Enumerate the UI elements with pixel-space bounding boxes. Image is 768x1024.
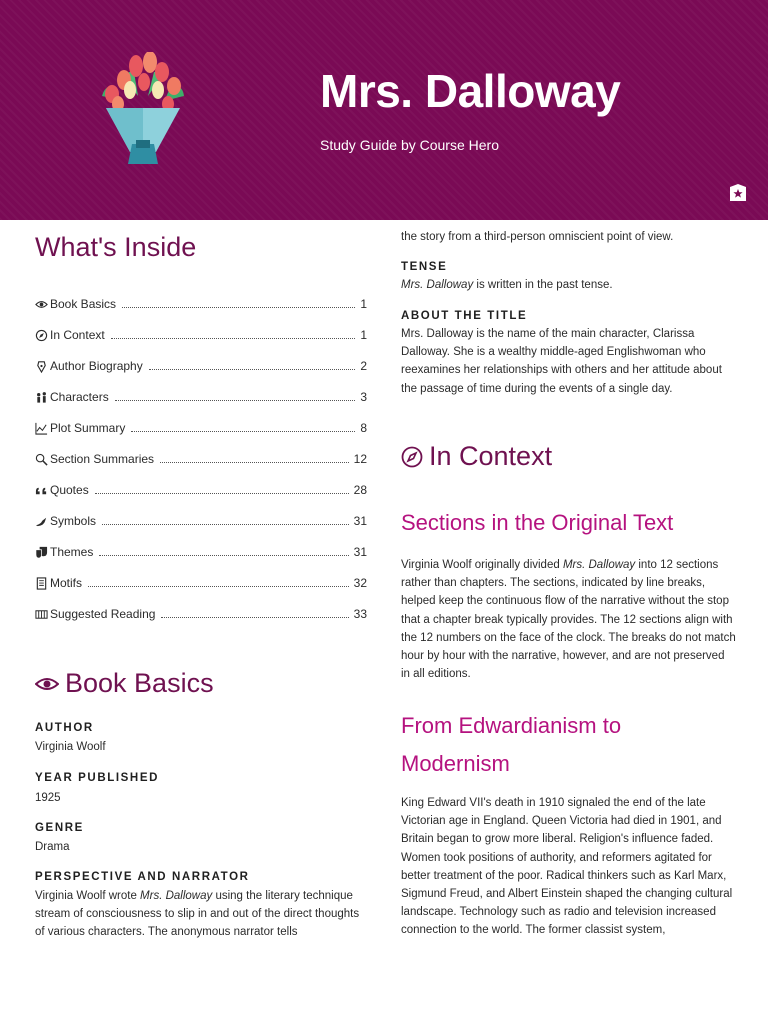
toc-label: Symbols bbox=[50, 514, 97, 528]
toc-label: Book Basics bbox=[50, 297, 117, 311]
toc-label: Author Biography bbox=[50, 359, 143, 373]
perspective-continued-text: the story from a third-person omniscient point of view. bbox=[401, 231, 674, 243]
book-title-italic: Mrs. Dalloway bbox=[140, 890, 213, 902]
toc-leader bbox=[115, 400, 356, 401]
toc-item-plot-summary[interactable] bbox=[35, 419, 367, 435]
eye-icon bbox=[35, 298, 48, 311]
book-shelf-icon bbox=[35, 608, 48, 621]
compass-icon bbox=[401, 446, 423, 468]
toc-leader bbox=[111, 338, 356, 339]
toc-label: Plot Summary bbox=[50, 421, 126, 435]
toc-page: 31 bbox=[353, 545, 367, 559]
toc-item-author-biography[interactable] bbox=[35, 357, 367, 373]
year-published-label: YEAR PUBLISHED bbox=[35, 772, 159, 784]
toc-item-symbols[interactable] bbox=[35, 512, 367, 528]
toc-page: 12 bbox=[353, 452, 367, 466]
book-title-italic: Mrs. Dalloway bbox=[401, 279, 474, 291]
toc-page: 8 bbox=[360, 421, 367, 435]
about-title-text: Mrs. Dalloway is the name of the main character, Clarissa Dalloway. She is a wealthy middle-aged Englishwoman who reexamines her relationships with others and her attitude about the passage of time during the events of a single day. bbox=[401, 328, 722, 395]
tense-text: Mrs. Dalloway is written in the past tense. bbox=[401, 279, 613, 291]
author-value: Virginia Woolf bbox=[35, 741, 106, 753]
document-icon bbox=[35, 577, 48, 590]
people-icon bbox=[35, 391, 48, 404]
toc-leader bbox=[161, 617, 348, 618]
toc-item-themes[interactable] bbox=[35, 543, 367, 559]
in-context-heading bbox=[401, 441, 552, 472]
toc-page: 28 bbox=[353, 483, 367, 497]
tulip-bouquet-icon bbox=[98, 52, 188, 168]
tense-label: TENSE bbox=[401, 261, 448, 273]
header-banner bbox=[0, 0, 768, 220]
genre-label: GENRE bbox=[35, 822, 84, 834]
about-title-label: ABOUT THE TITLE bbox=[401, 310, 528, 322]
line-graph-icon bbox=[35, 422, 48, 435]
toc-page: 32 bbox=[353, 576, 367, 590]
toc-label: Suggested Reading bbox=[50, 607, 156, 621]
author-label: AUTHOR bbox=[35, 722, 94, 734]
toc-page: 1 bbox=[360, 297, 367, 311]
book-basics-heading-text: Book Basics bbox=[65, 668, 214, 698]
toc-item-suggested-reading[interactable] bbox=[35, 605, 367, 621]
edwardian-heading-line-2: Modernism bbox=[401, 751, 510, 776]
toc-page: 2 bbox=[360, 359, 367, 373]
year-published-value: 1925 bbox=[35, 792, 61, 804]
document-subtitle: Study Guide by Course Hero bbox=[320, 137, 499, 153]
perspective-label: PERSPECTIVE AND NARRATOR bbox=[35, 871, 250, 883]
quote-marks-icon bbox=[35, 484, 48, 497]
compass-icon bbox=[35, 329, 48, 342]
toc-label: Motifs bbox=[50, 576, 83, 590]
toc-leader bbox=[160, 462, 349, 463]
toc-leader bbox=[131, 431, 355, 432]
pen-nib-icon bbox=[35, 360, 48, 373]
toc-item-motifs[interactable] bbox=[35, 574, 367, 590]
sections-text: Virginia Woolf originally divided Mrs. Dalloway into 12 sections rather than chapters. The sections, indicated by line breaks, helped keep the continuous flow of the narrative without the stop that a chapter break typically provides. The 12 sections align with the 12 numbers on the face of the clock. The breaks do not match hour by hour with the narrative, however, and are not preserved in all editions. bbox=[401, 559, 736, 681]
document-title: Mrs. Dalloway bbox=[320, 65, 621, 117]
toc-item-quotes[interactable] bbox=[35, 481, 367, 497]
toc-label: Characters bbox=[50, 390, 109, 404]
bird-icon bbox=[35, 515, 48, 528]
toc-page: 33 bbox=[353, 607, 367, 621]
magnifier-icon bbox=[35, 453, 48, 466]
toc-leader bbox=[149, 369, 356, 370]
toc-item-book-basics[interactable] bbox=[35, 295, 367, 311]
course-hero-logo-icon bbox=[728, 183, 748, 203]
toc-label: Themes bbox=[50, 545, 94, 559]
toc-leader bbox=[122, 307, 355, 308]
toc-label: In Context bbox=[50, 328, 105, 342]
eye-icon bbox=[35, 675, 59, 693]
toc-leader bbox=[88, 586, 349, 587]
genre-value: Drama bbox=[35, 841, 70, 853]
toc-leader bbox=[95, 493, 349, 494]
toc-item-in-context[interactable] bbox=[35, 326, 367, 342]
book-title-italic: Mrs. Dalloway bbox=[562, 559, 636, 571]
toc-page: 31 bbox=[353, 514, 367, 528]
whats-inside-heading: What's Inside bbox=[35, 232, 197, 262]
perspective-text: Virginia Woolf wrote Mrs. Dalloway using the literary technique stream of consciousness to slip in and out of the direct thoughts of various characters. The anonymous narrator tells bbox=[35, 890, 360, 939]
in-context-heading-text: In Context bbox=[429, 441, 553, 471]
toc-item-section-summaries[interactable] bbox=[35, 450, 367, 466]
theater-masks-icon bbox=[35, 546, 48, 559]
toc-leader bbox=[102, 524, 349, 525]
edwardian-text: King Edward VII's death in 1910 signaled the end of the late Victorian age in England. Queen Victoria had died in 1901, and Britain began to grow more liberal. Religion's influence faded. Women took positions of authority, and reformers agitated for better treatment of the poor. Radical thinkers such as Karl Marx, Sigmund Freud, and Albert Einstein shaped the changing cultural landscape. Technology such as radio and television increased connection to the world. The former classist system, bbox=[401, 797, 733, 937]
edwardian-heading-line-1: From Edwardianism to bbox=[401, 713, 622, 738]
toc-label: Section Summaries bbox=[50, 452, 155, 466]
book-basics-heading bbox=[35, 668, 214, 699]
toc-label: Quotes bbox=[50, 483, 89, 497]
sections-heading: Sections in the Original Text bbox=[401, 510, 674, 535]
toc-page: 1 bbox=[360, 328, 367, 342]
toc-item-characters[interactable] bbox=[35, 388, 367, 404]
toc-page: 3 bbox=[360, 390, 367, 404]
toc-leader bbox=[99, 555, 348, 556]
